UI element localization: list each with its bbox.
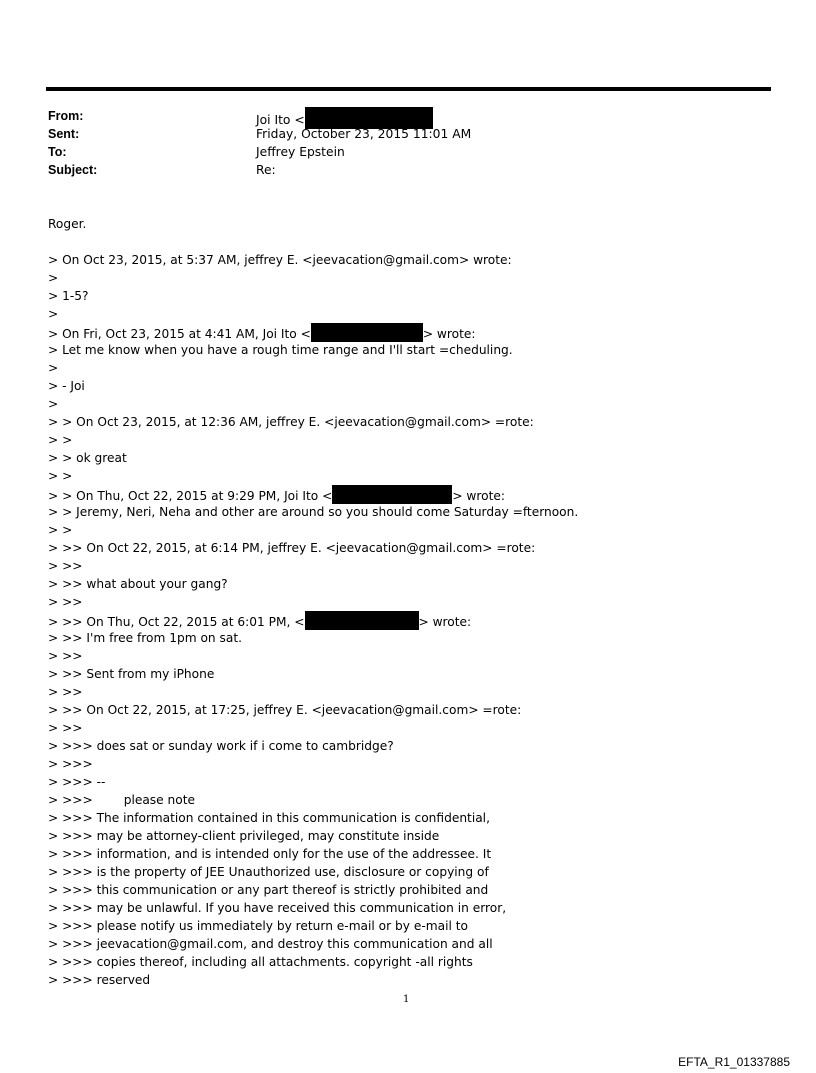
quoted-line: > >> (48, 595, 83, 609)
quoted-line: > >>> -- (48, 775, 106, 789)
quoted-text: > wrote: (418, 615, 472, 629)
header-rule (46, 87, 771, 91)
quoted-line: > > (48, 523, 73, 537)
disclaimer-line: > >>> information, and is intended only for the use of the addressee. It (48, 847, 492, 861)
to-value: Jeffrey Epstein (256, 145, 345, 159)
quoted-text: > >> On Thu, Oct 22, 2015 at 6:01 PM, < (48, 615, 305, 629)
disclaimer-line: > >>> reserved (48, 973, 151, 987)
quoted-line: > >> On Oct 22, 2015, at 17:25, jeffrey E. <jeevacation@gmail.com> =rote: (48, 703, 522, 717)
quoted-line (48, 485, 578, 503)
quoted-line: > On Oct 23, 2015, at 5:37 AM, jeffrey E. <jeevacation@gmail.com> wrote: (48, 253, 512, 267)
from-label: From: (48, 109, 84, 123)
quoted-line: > >> (48, 559, 83, 573)
quoted-line: > > On Oct 23, 2015, at 12:36 AM, jeffrey E. <jeevacation@gmail.com> =rote: (48, 415, 534, 429)
redaction-block (332, 485, 452, 504)
page-number: 1 (403, 994, 410, 1005)
quoted-line: > >> I'm free from 1pm on sat. (48, 631, 242, 645)
quoted-line: > > (48, 433, 73, 447)
quoted-line: > > Jeremy, Neri, Neha and other are around so you should come Saturday =fternoon. (48, 505, 579, 519)
quoted-line: > >> (48, 685, 83, 699)
disclaimer-line: > >>> is the property of JEE Unauthorized use, disclosure or copying of (48, 865, 489, 879)
quoted-text: > On Fri, Oct 23, 2015 at 4:41 AM, Joi Ito < (48, 327, 311, 341)
document-id: EFTA_R1_01337885 (678, 1055, 790, 1069)
quoted-text: > > On Thu, Oct 22, 2015 at 9:29 PM, Joi Ito < (48, 489, 333, 503)
redaction-block (311, 323, 423, 342)
quoted-line: > (48, 307, 59, 321)
quoted-line: > > (48, 469, 73, 483)
quoted-text: > wrote: (452, 489, 505, 503)
disclaimer-line: > >>> this communication or any part thereof is strictly prohibited and (48, 883, 489, 897)
quoted-text: > wrote: (422, 327, 476, 341)
quoted-line: > >> (48, 649, 83, 663)
quoted-line: > 1-5? (48, 289, 89, 303)
subject-value: Re: (256, 163, 276, 177)
quoted-line: > >>> does sat or sunday work if i come to cambridge? (48, 739, 394, 753)
body-line: Roger. (48, 217, 87, 231)
quoted-line: > > ok great (48, 451, 127, 465)
quoted-line: > - Joi (48, 379, 85, 393)
quoted-line: > >> (48, 721, 83, 735)
to-label: To: (48, 145, 67, 159)
quoted-line (48, 323, 578, 341)
sent-value: Friday, October 23, 2015 11:01 AM (256, 127, 472, 141)
quoted-line: > >> Sent from my iPhone (48, 667, 215, 681)
quoted-line: > (48, 361, 59, 375)
subject-label: Subject: (48, 163, 98, 177)
quoted-line: > >> what about your gang? (48, 577, 228, 591)
disclaimer-line: > >>> jeevacation@gmail.com, and destroy this communication and all (48, 937, 493, 951)
quoted-line: > Let me know when you have a rough time range and I'll start =cheduling. (48, 343, 513, 357)
quoted-line: > >>> (48, 757, 93, 771)
quoted-line: > >>> please note (48, 793, 195, 807)
disclaimer-line: > >>> may be attorney-client privileged, may constitute inside (48, 829, 440, 843)
quoted-line: > >> On Oct 22, 2015, at 6:14 PM, jeffrey E. <jeevacation@gmail.com> =rote: (48, 541, 536, 555)
quoted-line: > (48, 271, 59, 285)
disclaimer-line: > >>> The information contained in this communication is confidential, (48, 811, 490, 825)
quoted-line: > (48, 397, 59, 411)
disclaimer-line: > >>> copies thereof, including all attachments. copyright -all rights (48, 955, 473, 969)
sent-label: Sent: (48, 127, 80, 141)
disclaimer-line: > >>> please notify us immediately by return e-mail or by e-mail to (48, 919, 468, 933)
redaction-block (305, 611, 419, 630)
quoted-line (48, 611, 578, 629)
disclaimer-line: > >>> may be unlawful. If you have received this communication in error, (48, 901, 507, 915)
from-value-text: Joi Ito < (256, 113, 305, 127)
email-body (48, 215, 578, 989)
